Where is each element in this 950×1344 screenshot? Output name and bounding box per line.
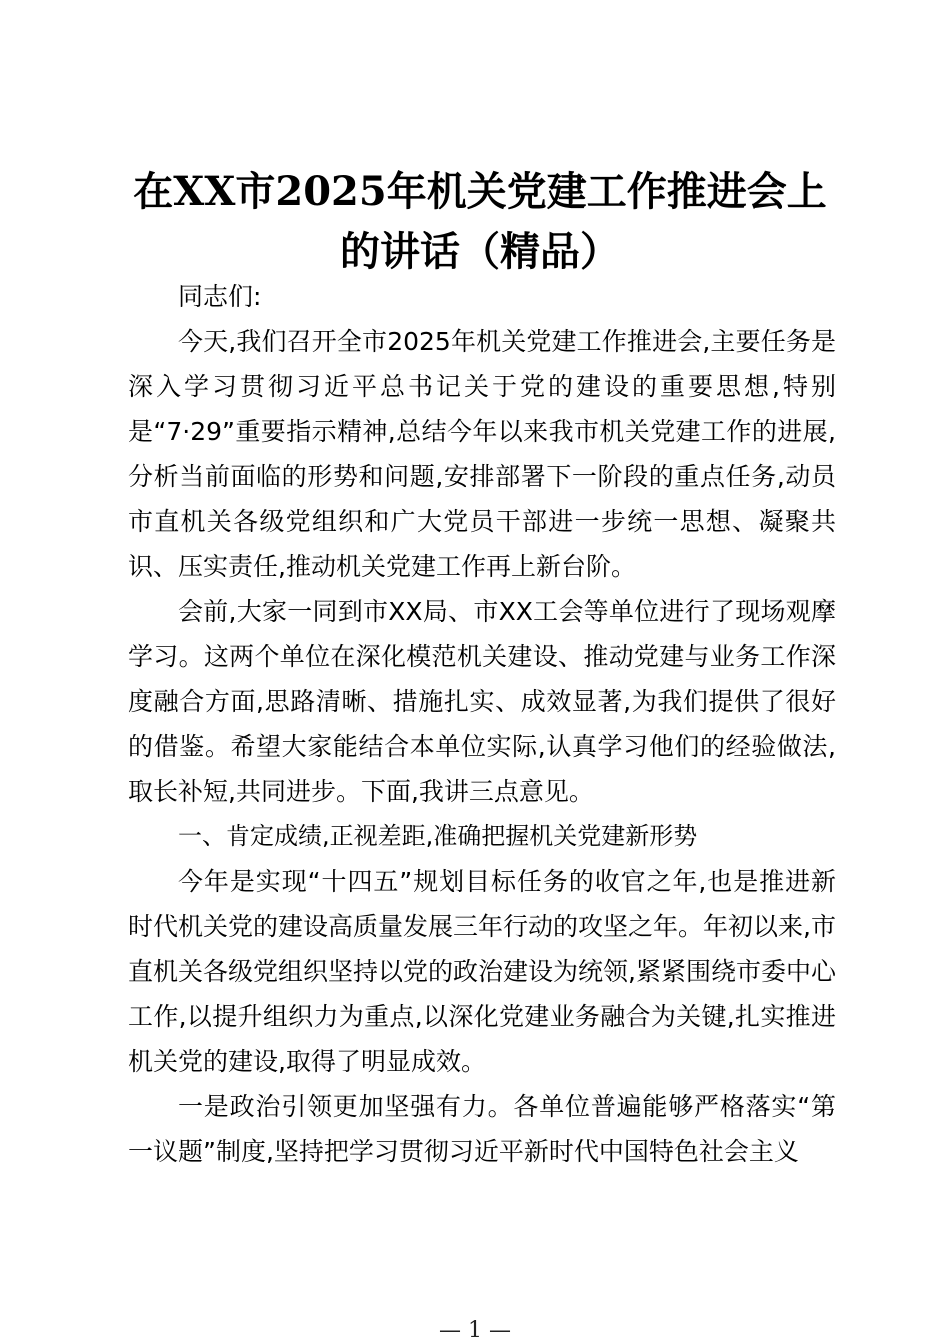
title-line-1: 在XX市2025年机关党建工作推进会上: [133, 168, 827, 215]
document-body: [128, 274, 836, 1174]
paragraph: 会前,大家一同到市XX局、市XX工会等单位进行了现场观摩学习。这两个单位在深化模范机关建设、推动党建与业务工作深度融合方面,思路清晰、措施扎实、成效显著,为我们提供了很好的借鉴。希望大家能结合本单位实际,认真学习他们的经验做法,取长补短,共同进步。下面,我讲三点意见。: [128, 597, 836, 806]
document-title: [120, 162, 840, 282]
section-heading: 一、肯定成绩,正视差距,准确把握机关党建新形势: [178, 822, 698, 850]
salutation: 同志们:: [178, 282, 262, 311]
title-line-2: 的讲话（精品）: [340, 228, 620, 275]
page-number: — 1 —: [439, 1318, 511, 1343]
paragraph: 今天,我们召开全市2025年机关党建工作推进会,主要任务是深入学习贯彻习近平总书记关于党的建设的重要思想,特别是“7·29”重要指示精神,总结今年以来我市机关党建工作的进展,分析当前面临的形势和问题,安排部署下一阶段的重点任务,动员市直机关各级党组织和广大党员干部进一步统一思想、凝聚共识、压实责任,推动机关党建工作再上新台阶。: [128, 327, 836, 581]
paragraph: 一是政治引领更加坚强有力。各单位普遍能够严格落实“第一议题”制度,坚持把学习贯彻习近平新时代中国特色社会主义: [128, 1092, 836, 1166]
paragraph: 今年是实现“十四五”规划目标任务的收官之年,也是推进新时代机关党的建设高质量发展三年行动的攻坚之年。年初以来,市直机关各级党组织坚持以党的政治建设为统领,紧紧围绕市委中心工作,以提升组织力为重点,以深化党建业务融合为关键,扎实推进机关党的建设,取得了明显成效。: [128, 867, 836, 1076]
